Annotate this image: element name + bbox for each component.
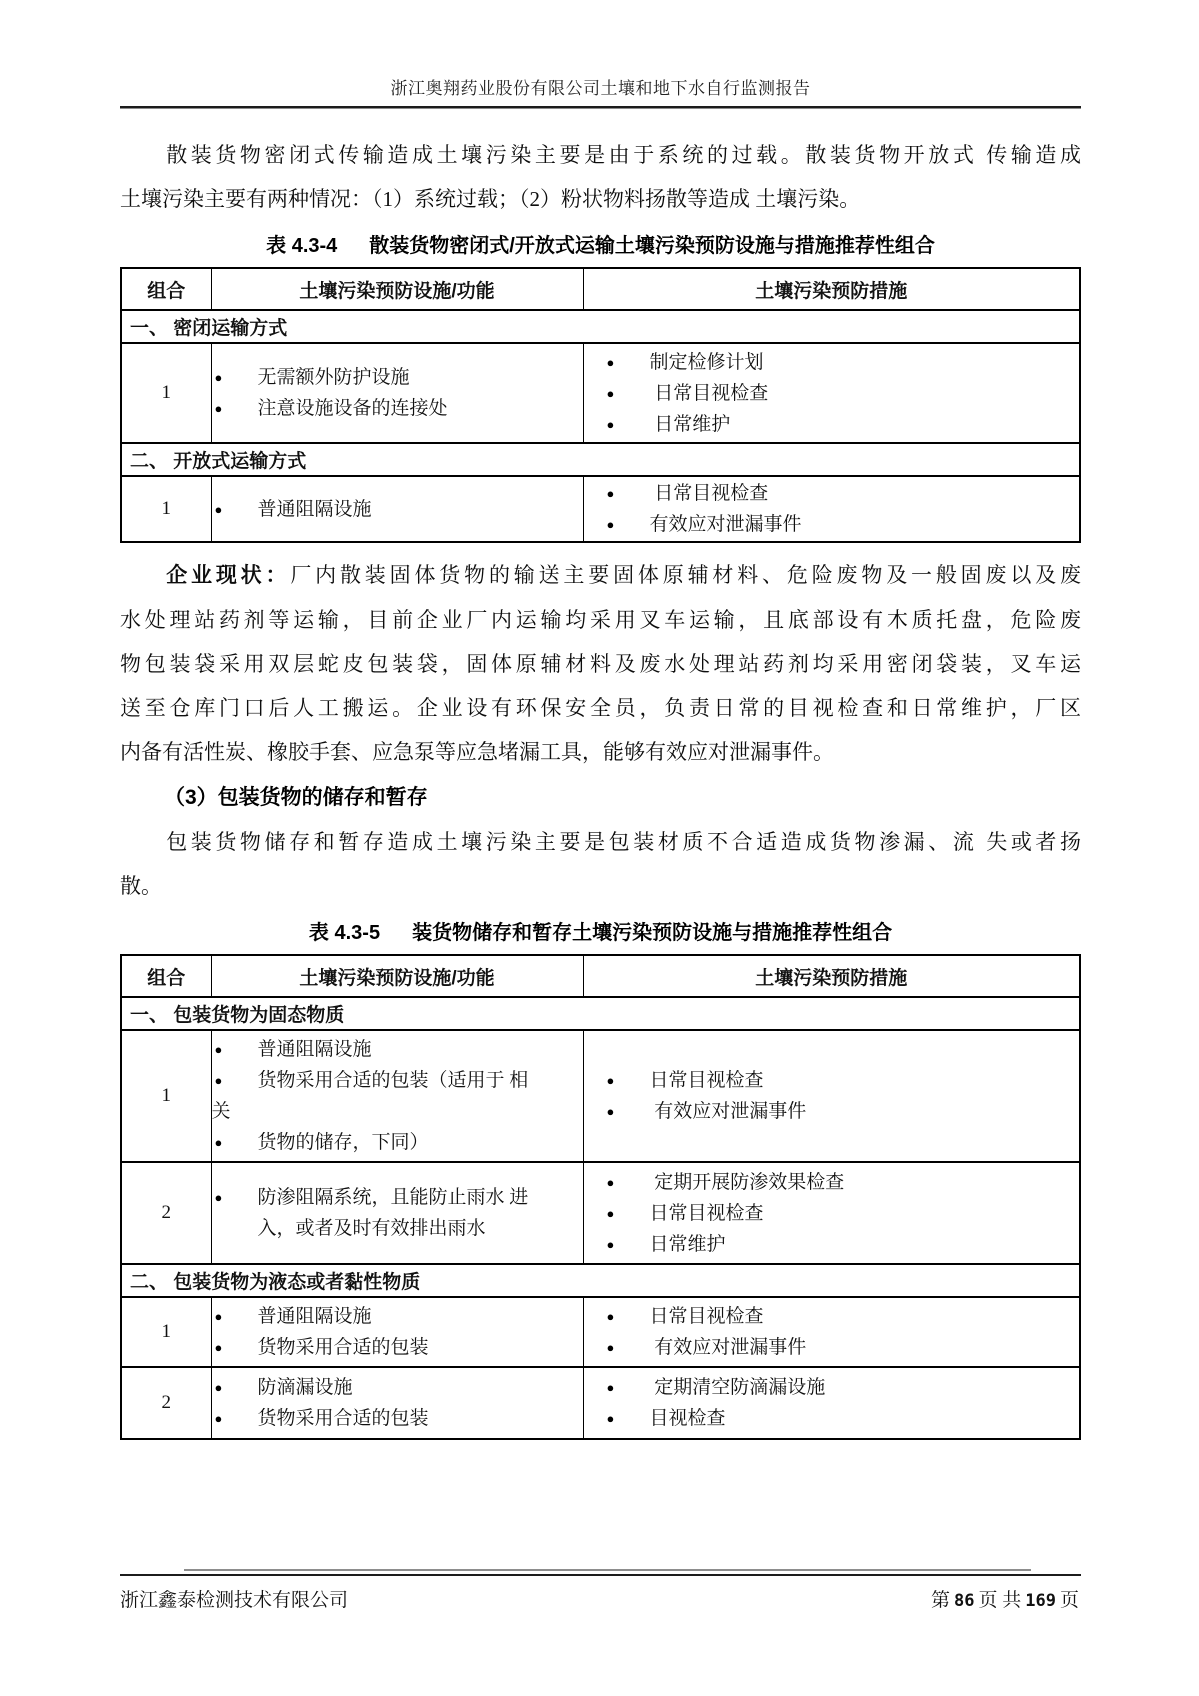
paragraph-bulk-cargo: [120, 133, 1081, 221]
section-label: 一、 密闭运输方式: [121, 310, 1080, 343]
list-item-text: 货物采用合适的包装: [257, 1337, 429, 1358]
list-item: [212, 362, 583, 393]
table-row: [121, 1030, 1080, 1162]
bullet-icon: ●: [606, 354, 615, 370]
bullet-icon: ●: [606, 1236, 615, 1252]
section-label: 二、 开放式运输方式: [121, 443, 1080, 476]
paragraph-line: [120, 553, 1081, 598]
list-item-text: 日常目视检查: [649, 483, 769, 504]
combo-number: 2: [121, 1162, 211, 1264]
page-header: [120, 0, 1081, 109]
list-item: [604, 1096, 1080, 1127]
list-item: [212, 1182, 583, 1213]
subsection-heading: （3）包装货物的储存和暂存: [164, 786, 428, 809]
bullet-icon: ●: [606, 1205, 615, 1221]
combo-number: 1: [121, 1030, 211, 1162]
bullet-icon: ●: [214, 1073, 223, 1088]
list-item: [212, 1332, 583, 1363]
footer-rule: [120, 1574, 1081, 1576]
page-total: 169: [1025, 1591, 1056, 1611]
measure-cell: [583, 1367, 1080, 1439]
page-prefix: 第: [931, 1590, 951, 1611]
combo-number: 1: [121, 343, 211, 443]
list-item: [604, 478, 1080, 509]
measure-cell: [583, 1030, 1080, 1162]
table-4-3-4: [120, 267, 1081, 543]
facility-cell: [211, 1297, 583, 1367]
bullet-icon: ●: [214, 1190, 223, 1205]
section-row-liquid-goods: [121, 1264, 1080, 1297]
bullet-icon: ●: [606, 517, 615, 532]
page-current: 86: [954, 1591, 975, 1611]
list-item-text: 无需额外防护设施: [257, 367, 410, 388]
paragraph-packaged-goods: [120, 820, 1081, 908]
bullet-icon: ●: [606, 416, 615, 432]
table-caption-4-3-5: [120, 918, 1081, 948]
bullet-icon: ●: [606, 1380, 615, 1395]
list-item: [212, 1301, 583, 1332]
list-item-text: 日常目视检查: [649, 382, 769, 404]
bullet-icon: ●: [606, 385, 615, 401]
list-item: [212, 1372, 583, 1403]
facility-cell: [211, 1030, 583, 1162]
list-item-text: 普通阻隔设施: [257, 498, 372, 520]
list-item-text: 日常目视检查: [649, 1070, 764, 1091]
list-item-text: 货物采用合适的包装: [257, 1408, 429, 1429]
table-row: [121, 476, 1080, 542]
col-header-facility: 土壤污染预防设施/功能: [211, 268, 583, 310]
list-item-text: 日常目视检查: [649, 1202, 764, 1224]
list-item: [212, 393, 583, 424]
measure-cell: [583, 343, 1080, 443]
paragraph-line: 内备有活性炭、橡胶手套、应急泵等应急堵漏工具，能够有效应对泄漏事件。: [120, 740, 834, 764]
list-item: [604, 378, 1080, 409]
table-header-row: [121, 955, 1080, 997]
list-item-text: 货物采用合适的包装（适用于 相: [257, 1070, 529, 1091]
list-item: [604, 347, 1080, 378]
page-number: [929, 1585, 1081, 1612]
section-label: 二、 包装货物为液态或者黏性物质: [121, 1264, 1080, 1297]
bullet-icon: ●: [214, 1411, 223, 1426]
paragraph-line: 散装货物密闭式传输造成土壤污染主要是由于系统的过载。散装货物开放式 传输造成: [166, 143, 1081, 167]
list-item-text: 有效应对泄漏事件: [649, 1337, 807, 1358]
table-title-text: 装货物储存和暂存土壤污染预防设施与措施推荐性组合: [412, 922, 893, 944]
report-title: 浙江奥翔药业股份有限公司土壤和地下水自行监测报告: [390, 79, 811, 98]
table-row: [121, 1162, 1080, 1264]
bullet-icon: ●: [606, 1104, 615, 1119]
list-item-text: 有效应对泄漏事件: [649, 1101, 807, 1122]
bullet-icon: ●: [214, 501, 223, 517]
list-item: [604, 1198, 1080, 1229]
list-item: [212, 494, 583, 525]
paragraph-line: 水处理站药剂等运输，目前企业厂内运输均采用叉车运输，且底部设有木质托盘，危险废: [120, 608, 1081, 632]
bullet-icon: ●: [606, 1073, 615, 1088]
list-item-text: 定期开展防渗效果检查: [649, 1171, 845, 1193]
list-item: [212, 1403, 583, 1434]
facility-cell: [211, 1162, 583, 1264]
table-title-text: 散装货物密闭式/开放式运输土壤污染预防设施与措施推荐性组合: [369, 235, 935, 257]
status-lead: 企业现状：: [166, 564, 291, 587]
list-item-continuation: [212, 1213, 583, 1244]
bullet-icon: ●: [606, 1309, 615, 1324]
combo-number: 1: [121, 476, 211, 542]
list-item-text: 关: [211, 1101, 231, 1122]
list-item-text: 注意设施设备的连接处: [257, 398, 448, 419]
combo-number: 1: [121, 1297, 211, 1367]
facility-cell: [211, 1367, 583, 1439]
col-header-combo: 组合: [121, 268, 211, 310]
bullet-icon: ●: [214, 1135, 223, 1150]
bullet-icon: ●: [214, 401, 223, 416]
list-item-text: 防滴漏设施: [257, 1377, 353, 1398]
table-row: [121, 343, 1080, 443]
paragraph-line: 送至仓库门口后人工搬运。企业设有环保安全员，负责日常的目视检查和日常维护，厂区: [120, 696, 1081, 720]
list-item: [604, 1332, 1080, 1363]
list-item: [604, 1167, 1080, 1198]
facility-cell: [211, 343, 583, 443]
list-item: [604, 1403, 1080, 1434]
list-item-text: 有效应对泄漏事件: [649, 514, 802, 535]
list-item-text: 定期清空防滴漏设施: [649, 1377, 826, 1398]
col-header-combo: 组合: [121, 955, 211, 997]
list-item-text: 目视检查: [649, 1408, 726, 1429]
list-item: [212, 1065, 583, 1096]
bullet-icon: ●: [606, 1174, 615, 1190]
list-item: [604, 409, 1080, 440]
list-item-text: 货物的储存，下同）: [257, 1132, 429, 1153]
table-label: 表 4.3-4: [266, 235, 338, 257]
bullet-icon: ●: [606, 1340, 615, 1355]
section-row-solid-goods: [121, 997, 1080, 1030]
bullet-icon: ●: [214, 1042, 223, 1057]
bullet-icon: ●: [214, 1309, 223, 1324]
header-rule: [120, 106, 1081, 109]
bullet-icon: ●: [214, 1380, 223, 1395]
table-caption-4-3-4: [120, 231, 1081, 261]
col-header-measure: 土壤污染预防措施: [583, 955, 1080, 997]
bullet-icon: ●: [214, 1340, 223, 1355]
paragraph-company-status: [120, 553, 1081, 774]
page-footer: [120, 1569, 1081, 1612]
bullet-icon: ●: [606, 1411, 615, 1426]
col-header-measure: 土壤污染预防措施: [583, 268, 1080, 310]
list-item: [212, 1127, 583, 1158]
paragraph-line: 散。: [120, 874, 162, 898]
bullet-icon: ●: [606, 486, 615, 501]
section-label: 一、 包装货物为固态物质: [121, 997, 1080, 1030]
footer-rule-short: [184, 1569, 1031, 1571]
list-item-text: 入，或者及时有效排出雨水: [257, 1218, 486, 1239]
list-item: [604, 1065, 1080, 1096]
list-item-text: 制定检修计划: [649, 351, 764, 373]
bullet-icon: ●: [214, 370, 223, 385]
list-item-text: 日常目视检查: [649, 1306, 764, 1327]
list-item: [604, 1301, 1080, 1332]
paragraph-text: 厂内散装固体货物的输送主要固体原辅材料、危险废物及一般固废以及废: [290, 563, 1081, 587]
measure-cell: [583, 476, 1080, 542]
measure-cell: [583, 1162, 1080, 1264]
list-item-text: 日常维护: [649, 413, 731, 435]
paragraph-line: 土壤污染主要有两种情况：（1）系统过载；（2）粉状物料扬散等造成 土壤污染。: [120, 187, 861, 211]
section-row-closed-transport: [121, 310, 1080, 343]
table-header-row: [121, 268, 1080, 310]
list-item: [604, 1372, 1080, 1403]
table-label: 表 4.3-5: [308, 922, 381, 944]
combo-number: 2: [121, 1367, 211, 1439]
page-mid: 页 共: [978, 1590, 1022, 1611]
measure-cell: [583, 1297, 1080, 1367]
list-item: [212, 1034, 583, 1065]
paragraph-line: 物包装袋采用双层蛇皮包装袋，固体原辅材料及废水处理站药剂均采用密闭袋装，叉车运: [120, 652, 1081, 676]
list-item: [604, 509, 1080, 540]
list-item-continuation: [212, 1096, 583, 1127]
list-item-text: 普通阻隔设施: [257, 1039, 372, 1060]
section-row-open-transport: [121, 443, 1080, 476]
facility-cell: [211, 476, 583, 542]
list-item-text: 防渗阻隔系统，且能防止雨水 进: [257, 1187, 529, 1208]
table-4-3-5: [120, 954, 1081, 1440]
list-item-text: 日常维护: [649, 1233, 726, 1255]
paragraph-line: 包装货物储存和暂存造成土壤污染主要是包装材质不合适造成货物渗漏、流 失或者扬: [166, 830, 1081, 854]
col-header-facility: 土壤污染预防设施/功能: [211, 955, 583, 997]
page-suffix: 页: [1059, 1590, 1079, 1611]
list-item-text: 普通阻隔设施: [257, 1306, 372, 1327]
table-row: [121, 1297, 1080, 1367]
list-item: [604, 1229, 1080, 1260]
table-row: [121, 1367, 1080, 1439]
footer-company: 浙江鑫泰检测技术有限公司: [120, 1590, 349, 1611]
